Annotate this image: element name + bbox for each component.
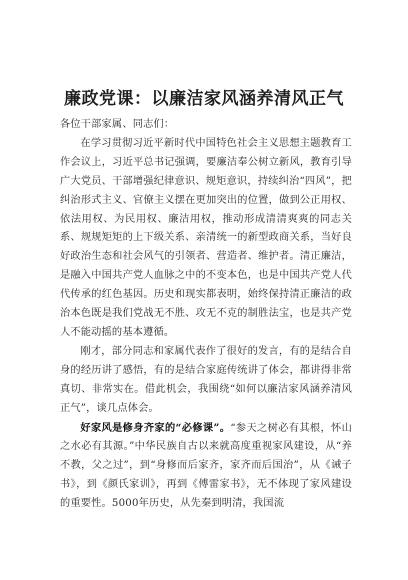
paragraph-1: 在学习贯彻习近平新时代中国特色社会主义思想主题教育工作会议上，习近平总书记强调，要廉洁奉公树立新风，教育引导广大党员、干部增强纪律意识、规矩意识，持续纠治“四风”，把纠治形式主义、官僚主义摆在更加突出的位置，做到公正用权、依法用权、为民用权、廉洁用权，推动形成清清爽爽的同志关系、规规矩矩的上下级关系、亲清统一的新型政商关系，当好良好政治生态和社会风气的引领者、营造者、维护者。清正廉洁，是融入中国共产党人血脉之中的不变本色，也是中国共产党人代代传承的红色基因。历史和现实都表明，始终保持清正廉洁的政治本色既是我们党战无不胜、攻无不克的制胜法宝，也是共产党人不能动摇的基本遵循。	[60, 137, 352, 338]
paragraph-3	[60, 419, 352, 515]
paragraph-2: 刚才，部分同志和家属代表作了很好的发言，有的是结合自身的经历讲了感悟，有的是结合家庭传统讲了体会，都讲得非常真切、非常实在。借此机会，我围绕“如何以廉洁家风涵养清风正气”，谈几点体会。	[60, 345, 352, 414]
paragraph-3-heading: 好家风是修身齐家的“必修课”。	[80, 421, 231, 434]
salutation: 各位干部家属、同志们：	[60, 119, 175, 130]
paragraph-3-body: “参天之树必有其根，怀山之水必有其源。”中华民族自古以来就高度重视家风建设，从“养不教，父之过”，到“身修而后家齐，家齐而后国治”，从《诫子书》，到《颜氏家训》，再到《傅雷家书》，无不体现了家风建设的重要性。5000年历史，从先秦到明清，我国流	[60, 422, 353, 510]
document-body	[60, 116, 352, 514]
document-title: 廉政党课：以廉洁家风涵养清风正气	[64, 89, 344, 109]
